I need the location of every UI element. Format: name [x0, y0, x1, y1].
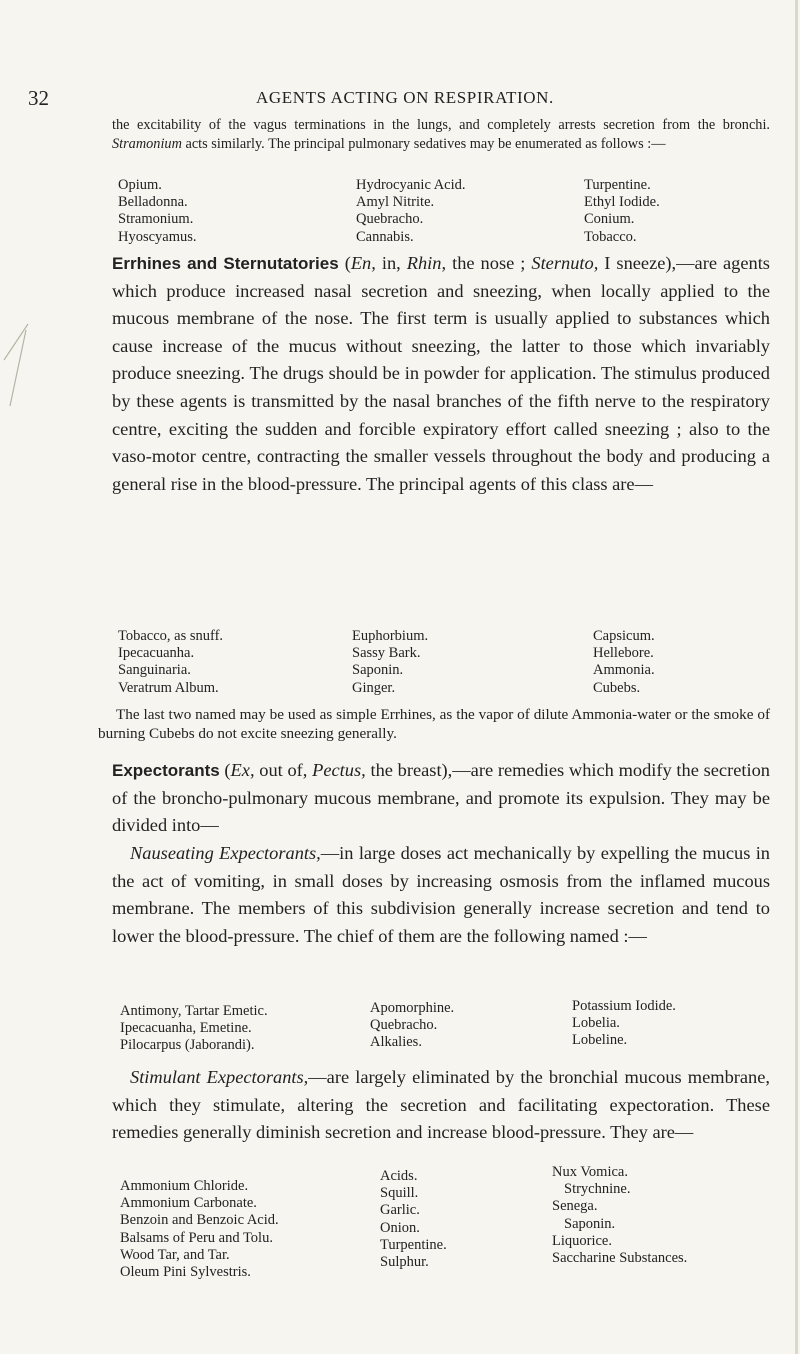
- margin-pencil-mark: [0, 320, 30, 410]
- errhines-col-3: Capsicum. Hellebore. Ammonia. Cubebs.: [593, 628, 655, 696]
- sedatives-col-3: Turpentine. Ethyl Iodide. Conium. Tobacco.: [584, 177, 660, 245]
- nauseating-col-2: Apomorphine. Quebracho. Alkalies.: [370, 1000, 455, 1051]
- nauseating-col-3: Potassium Iodide. Lobelia. Lobeline.: [572, 998, 676, 1049]
- errhines-heading: Errhines and Sternutatories: [112, 254, 339, 273]
- sedatives-col-2: Hydrocyanic Acid. Amyl Nitrite. Quebracho. Cannabis.: [356, 177, 466, 245]
- stimulant-paragraph: Stimulant Expectorants,—are largely eliminated by the bronchial mucous membrane, which they stimulate, altering the secretion and facilitating expectoration. These remedies generally diminish secretion and increase blood-pressure. They are—: [112, 1067, 771, 1143]
- page-number: 32: [28, 86, 49, 110]
- intro-paragraph: the excitability of the vagus terminations in the lungs, and completely arrests secretion from the bronchi. Stramonium acts similarly. The principal pulmonary sedatives may be enumerated as follows :—: [112, 117, 770, 152]
- expectorants-paragraph: Expectorants (Ex, out of, Pectus, the breast),—are remedies which modify the secretion of the broncho-pulmonary mucous membrane, and promote its expulsion. They may be divided into—: [112, 760, 770, 836]
- nauseating-title: Nauseating Expectorants,: [130, 843, 321, 863]
- stimulant-col-3: Nux Vomica. Strychnine. Senega. Saponin. Liquorice. Saccharine Substances.: [552, 1164, 688, 1267]
- errhines-col-2: Euphorbium. Sassy Bark. Saponin. Ginger.: [352, 628, 429, 696]
- errhines-paragraph: Errhines and Sternutatories (En, in, Rhin, the nose ; Sternuto, I sneeze),—are agents which produce increased nasal secretion and sneezing, when locally applied to the mucous membrane of the nose. The first term is usually applied to substances which cause increase of the mucus without sneezing, the latter to those which invariably produce sneezing. The drugs should be in powder for application. The stimulus produced by these agents is transmitted by the nasal branches of the fifth nerve to the respiratory centre, exciting the sudden and forcible expiratory effort called sneezing ; also to the vaso-motor centre, contracting the smaller vessels throughout the body and producing a general rise in the blood-pressure. The principal agents of this class are—: [112, 253, 770, 494]
- errhines-note: The last two named may be used as simple Errhines, as the vapor of dilute Ammonia-water or the smoke of burning Cubebs do not excite sneezing generally.: [98, 706, 770, 742]
- stimulant-col-1: Ammonium Chloride. Ammonium Carbonate. Benzoin and Benzoic Acid. Balsams of Peru and Tolu. Wood Tar, and Tar. Oleum Pini Sylvestris.: [120, 1178, 279, 1281]
- page-edge-shadow: [795, 0, 798, 1354]
- errhines-col-1: Tobacco, as snuff. Ipecacuanha. Sanguinaria. Veratrum Album.: [118, 628, 224, 696]
- stimulant-col-2: Acids. Squill. Garlic. Onion. Turpentine. Sulphur.: [380, 1168, 447, 1271]
- stimulant-title: Stimulant Expectorants,: [130, 1067, 309, 1087]
- running-head: AGENTS ACTING ON RESPIRATION.: [256, 88, 554, 107]
- expectorants-heading: Expectorants: [112, 761, 220, 780]
- nauseating-col-1: Antimony, Tartar Emetic. Ipecacuanha, Emetine. Pilocarpus (Jaborandi).: [120, 1003, 268, 1054]
- nauseating-paragraph: Nauseating Expectorants,—in large doses act mechanically by expelling the mucus in the act of vomiting, in small doses by increasing osmosis from the inflamed mucous membrane. The members of this subdivision generally increase secretion and tend to lower the blood-pressure. The chief of them are the following named :—: [112, 843, 771, 946]
- sedatives-col-1: Opium. Belladonna. Stramonium. Hyoscyamus.: [118, 177, 197, 245]
